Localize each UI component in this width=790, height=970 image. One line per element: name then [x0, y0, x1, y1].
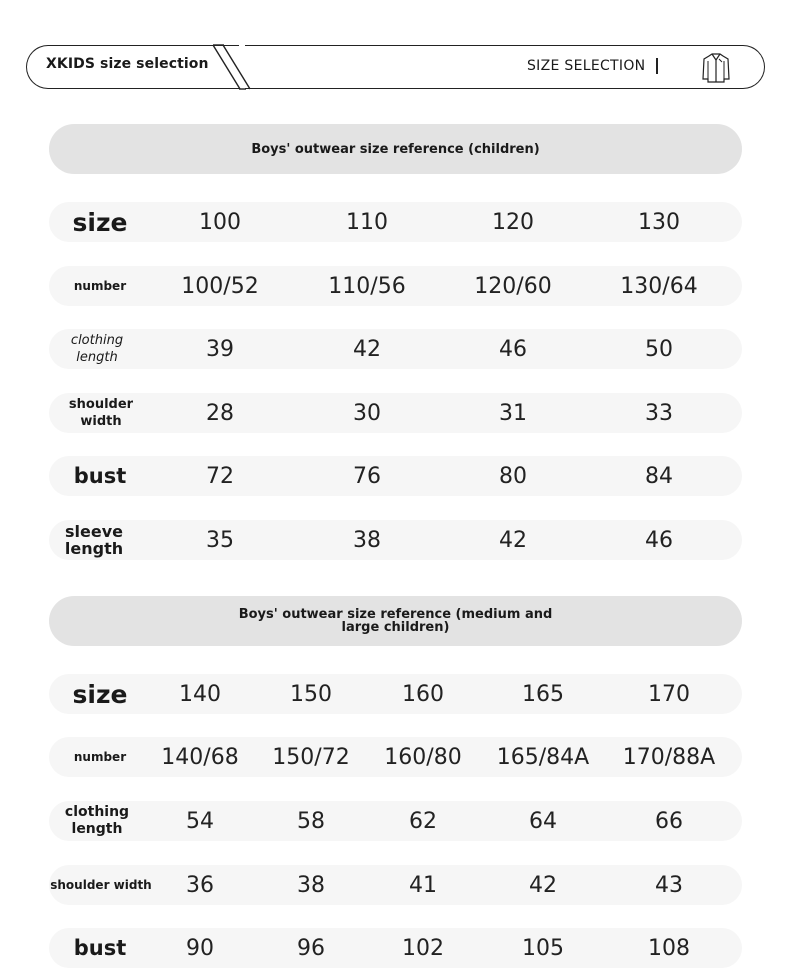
row-label: shoulder width	[50, 877, 152, 892]
cell: 46	[499, 336, 527, 362]
row-label: clothing length	[70, 333, 124, 365]
cell: 31	[499, 400, 527, 426]
jacket-icon	[700, 51, 732, 83]
cell: 105	[522, 935, 564, 961]
table-row	[49, 801, 742, 841]
cell: 38	[353, 527, 381, 553]
cell: 36	[186, 872, 214, 898]
cell: 165/84A	[496, 744, 590, 770]
cell: 42	[499, 527, 527, 553]
table-row	[49, 456, 742, 496]
table-row	[49, 266, 742, 306]
cell: 28	[206, 400, 234, 426]
cell: 80	[499, 463, 527, 489]
row-label: number	[73, 279, 127, 293]
cell: 62	[409, 808, 437, 834]
table-row	[49, 737, 742, 777]
table-row	[49, 329, 742, 369]
cell: 72	[206, 463, 234, 489]
cell: 100	[199, 209, 241, 235]
cell: 96	[297, 935, 325, 961]
row-label: shoulder width	[68, 397, 134, 429]
cell: 50	[645, 336, 673, 362]
cell: 76	[353, 463, 381, 489]
cell: 64	[529, 808, 557, 834]
header-divider	[0, 0, 790, 100]
cell: 39	[206, 336, 234, 362]
cell: 54	[186, 808, 214, 834]
cell: 108	[648, 935, 690, 961]
table-row	[49, 928, 742, 968]
cell: 100/52	[181, 273, 259, 299]
cell: 84	[645, 463, 673, 489]
row-label: clothing length	[64, 804, 130, 837]
row-label: sleeve length	[64, 522, 124, 558]
cell: 66	[655, 808, 683, 834]
cell: 38	[297, 872, 325, 898]
row-label: number	[73, 750, 127, 764]
cell: 35	[206, 527, 234, 553]
cell: 41	[409, 872, 437, 898]
table-row	[49, 520, 742, 560]
cell: 120/60	[474, 273, 552, 299]
cell: 42	[529, 872, 557, 898]
cell: 42	[353, 336, 381, 362]
cell: 165	[522, 681, 564, 707]
table-row	[49, 202, 742, 242]
row-label: bust	[73, 936, 127, 960]
cell: 170	[648, 681, 690, 707]
row-label: bust	[73, 464, 127, 488]
cell: 110/56	[328, 273, 406, 299]
cell: 46	[645, 527, 673, 553]
cell: 150	[290, 681, 332, 707]
cell: 30	[353, 400, 381, 426]
header-title: SIZE SELECTION	[527, 58, 646, 74]
cell: 150/72	[272, 744, 350, 770]
cell: 43	[655, 872, 683, 898]
section2-title-text: Boys' outwear size reference (medium and large children)	[238, 607, 553, 635]
cell: 110	[346, 209, 388, 235]
row-label: size	[72, 679, 128, 709]
cell: 130/64	[620, 273, 698, 299]
section1-title-text: Boys' outwear size reference (children)	[251, 141, 540, 157]
cell: 140	[179, 681, 221, 707]
cell: 102	[402, 935, 444, 961]
section1-title	[49, 124, 742, 174]
section2-title	[49, 596, 742, 646]
cell: 120	[492, 209, 534, 235]
cell: 170/88A	[622, 744, 716, 770]
cell: 160/80	[384, 744, 462, 770]
table-row	[49, 865, 742, 905]
cell: 160	[402, 681, 444, 707]
brand-title: XKIDS size selection	[46, 56, 209, 72]
table-row	[49, 674, 742, 714]
cell: 33	[645, 400, 673, 426]
cell: 90	[186, 935, 214, 961]
table-row	[49, 393, 742, 433]
cell: 130	[638, 209, 680, 235]
header-separator	[656, 58, 658, 74]
row-label: size	[72, 207, 128, 237]
cell: 58	[297, 808, 325, 834]
cell: 140/68	[161, 744, 239, 770]
